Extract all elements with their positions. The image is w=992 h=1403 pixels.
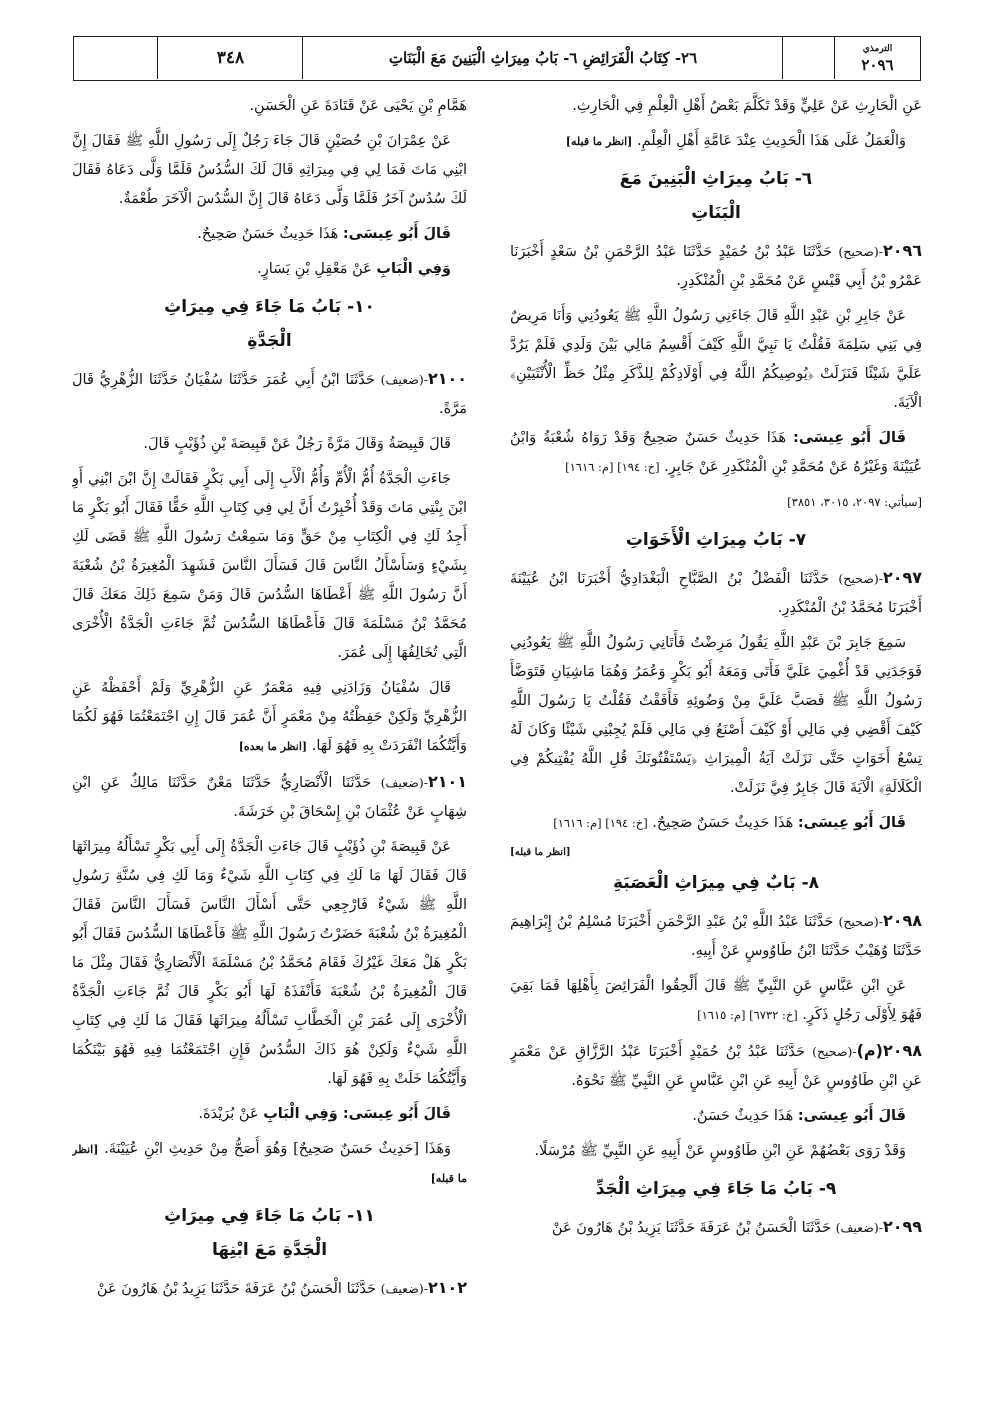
hadith-commentary [72, 220, 467, 249]
hadith-isnad [72, 767, 467, 827]
chapter-heading [510, 866, 922, 900]
chapter-title-line: ٦- بَابُ مِيرَاثِ الْبَنِينَ مَعَ [619, 169, 813, 189]
author-remark-label: قَالَ أَبُو عِيسَى: [793, 430, 906, 446]
isnad-text: حَدَّثَنَا الْحَسَنُ بْنُ عَرَفَةَ حَدَّثَنَا يَزِيدُ بْنُ هَارُونَ عَنْ [96, 1281, 376, 1297]
paragraph: عَنِ الْحَارِثِ عَنْ عَلِيٍّ وَقَدْ تَكَلَّمَ بَعْضُ أَهْلِ الْعِلْمِ فِي الْحَارِثِ. [572, 98, 922, 114]
isnad-text: حَدَّثَنَا الْحَسَنُ بْنُ عَرَفَةَ حَدَّثَنَا يَزِيدُ بْنُ هَارُونَ عَنْ [551, 1220, 831, 1236]
hadith-isnad [510, 906, 922, 966]
hadith-text: جَاءَتِ الْجَدَّةُ أُمُّ الْأُمِّ وَأُمُّ الْأَبِ إِلَى أَبِي بَكْرٍ فَقَالَتْ إِنَّ ابْنَ ابْنِي أَوِ ابْنَ بِنْتِي مَاتَ وَقَدْ أُخْبِرْتُ أَنَّ لِي فِي كِتَابِ اللَّهِ حَقًّا فَقَالَ أَبُو بَكْرٍ مَا أَجِدُ لَكِ فِي الْكِتَابِ مِنْ حَقٍّ وَمَا سَمِعْتُ رَسُولَ اللَّهِ ﷺ قَضَى لَكِ بِشَيْءٍ وَسَأَسْأَلُ النَّاسَ قَالَ فَسَأَلَ النَّاسَ فَشَهِدَ الْمُغِيرَةُ بْنُ شُعْبَةَ أَنَّ رَسُولَ اللَّهِ ﷺ أَعْطَاهَا السُّدُسَ قَالَ وَمَنْ سَمِعَ ذَلِكَ مَعَكَ قَالَ مُحَمَّدُ بْنُ مَسْلَمَةَ قَالَ فَأَعْطَاهَا السُّدُسَ ثُمَّ جَاءَتِ الْجَدَّةُ الْأُخْرَى الَّتِي تُخَالِفُهَا إِلَى عُمَرَ. [72, 471, 467, 661]
paragraph-text: وَالْعَمَلُ عَلَى هَذَا الْحَدِيثِ عِنْدَ عَامَّةِ أَهْلِ الْعِلْمِ. [637, 133, 906, 149]
header-divider [157, 37, 158, 79]
cross-reference: [خ: ١٩٤] [م: ١٦١٦] [565, 460, 660, 474]
book-tag-label: الترمذي [862, 44, 893, 54]
hadith-grade: -(صحيح) [838, 571, 883, 586]
hadith-number: ٢٠٩٨(م) [856, 1041, 922, 1060]
cross-reference: [انظر ما قبله] [565, 135, 633, 148]
hadith-number: ٢٠٩٩ [882, 1217, 922, 1236]
cross-reference: [انظر ما قبله] [510, 847, 571, 858]
chapter-heading [510, 162, 922, 230]
chapter-heading [510, 523, 922, 557]
chapter-title-line: ٨- بَابٌ فِي مِيرَاثِ الْعَصَبَةِ [612, 873, 820, 893]
paragraph: وَقَدْ رَوَى بَعْضُهُمْ عَنِ ابْنِ طَاوُوسٍ عَنْ أَبِيهِ عَنِ النَّبِيِّ ﷺ مُرْسَلًا. [534, 1143, 906, 1159]
hadith-commentary [72, 255, 467, 284]
hadith-grade: -(صحيح) [838, 244, 883, 259]
chapter-heading [72, 1199, 467, 1267]
hadith-text: عَنْ جَابِرِ بْنِ عَبْدِ اللَّهِ قَالَ جَاءَنِي رَسُولُ اللَّهِ ﷺ يَعُودُنِي وَأَنَا مَرِيضٌ فِي بَنِي سَلِمَةَ فَقُلْتُ يَا نَبِيَّ اللَّهِ كَيْفَ أَقْسِمُ مَالِي بَيْنَ وَلَدِي فَلَمْ يَرُدَّ عَلَيَّ شَيْئًا فَنَزَلَتْ ﴿يُوصِيكُمُ اللَّهُ فِي أَوْلَادِكُمْ لِلذَّكَرِ مِثْلُ حَظِّ الْأُنْثَيَيْنِ﴾ الْآيَةَ. [510, 308, 922, 411]
hadith-isnad [510, 1036, 922, 1096]
hadith-isnad [510, 236, 922, 296]
header-divider [834, 37, 835, 79]
chapter-heading [510, 1172, 922, 1206]
hadith-number: ٢٠٩٧ [882, 568, 922, 587]
commentary-text: هَذَا حَدِيثٌ حَسَنٌ. [692, 1108, 794, 1124]
cross-reference: [انظر ما بعده] [238, 740, 308, 753]
paragraph: هَمَّامِ بْنِ يَحْيَى عَنْ قَتَادَةَ عَنِ الْحَسَنِ. [249, 98, 467, 114]
hadith-isnad [72, 364, 467, 424]
cross-reference: [خ: ١٩٤] [م: ١٦١٦] [553, 816, 648, 830]
book-tag [835, 37, 920, 79]
right-column [510, 92, 922, 1392]
isnad-text: حَدَّثَنَا الْفَضْلُ بْنُ الصَّبَّاحِ الْبَغْدَادِيُّ أَخْبَرَنَا ابْنُ عُيَيْنَةَ أَخْبَرَنَا مُحَمَّدُ بْنُ الْمُنْكَدِرِ. [510, 571, 922, 616]
isnad-text: حَدَّثَنَا ابْنُ أَبِي عُمَرَ حَدَّثَنَا سُفْيَانُ حَدَّثَنَا الزُّهْرِيُّ قَالَ مَرَّةً. [72, 372, 467, 417]
hadith-isnad [510, 1212, 922, 1243]
commentary-text: عَنْ مَعْقِلِ بْنِ يَسَارٍ. [257, 261, 372, 277]
header-title: ٢٦- كِتَابُ الْفَرَائِضِ ٦- بَابُ مِيرَاثِ الْبَنِينَ مَعَ الْبَنَاتِ [388, 49, 698, 67]
chapter-title-line: ٧- بَابُ مِيرَاثِ الْأَخَوَاتِ [625, 530, 807, 550]
cross-reference: [انظر ما قبله] [72, 1143, 467, 1185]
chapter-title-line: ٩- بَابُ مَا جَاءَ فِي مِيرَاثِ الْجَدِّ [595, 1179, 837, 1199]
hadith-grade: -(ضعيف) [835, 1220, 883, 1235]
hadith-commentary [510, 424, 922, 482]
chapter-heading [72, 290, 467, 358]
left-column [72, 92, 467, 1392]
hadith-grade: -(ضعيف) [380, 372, 428, 387]
author-remark-label: قَالَ أَبُو عِيسَى: [797, 1108, 906, 1124]
hadith-grade: -(ضعيف) [380, 775, 428, 790]
chapter-title-line: الْجَدَّةِ مَعَ ابْنِهَا [211, 1240, 328, 1260]
hadith-number: ٢٠٩٦ [882, 241, 922, 260]
chapter-title-line: الْبَنَاتِ [691, 203, 741, 223]
hadith-grade: -(صحيح) [838, 914, 883, 929]
author-remark-label: قَالَ أَبُو عِيسَى: وَفِي الْبَابِ [263, 1106, 451, 1122]
paragraph: قَالَ قَبِيصَةُ وَقَالَ مَرَّةً رَجُلٌ عَنْ قَبِيصَةَ بْنِ ذُؤَيْبٍ قَالَ. [143, 436, 451, 452]
author-remark-label: قَالَ أَبُو عِيسَى: [797, 815, 906, 831]
hadith-body: عَنِ ابْنِ عَبَّاسٍ عَنِ النَّبِيِّ ﷺ قَالَ أَلْحِقُوا الْفَرَائِضَ بِأَهْلِهَا فَمَا بَقِيَ فَهُوَ لِأَوْلَى رَجُلٍ ذَكَرٍ. [510, 978, 922, 1023]
hadith-commentary [510, 1102, 922, 1131]
hadith-number: ٢١٠٢ [427, 1278, 467, 1297]
isnad-text: حَدَّثَنَا عَبْدُ بْنُ حُمَيْدٍ حَدَّثَنَا عَبْدُ الرَّحْمَنِ بْنُ سَعْدٍ أَخْبَرَنَا عَمْرُو بْنُ أَبِي قَيْسٍ عَنْ مُحَمَّدِ بْنِ الْمُنْكَدِرِ. [510, 244, 922, 289]
paragraph [510, 127, 922, 156]
author-remark-label: وَفِي الْبَابِ [376, 261, 451, 277]
hadith-grade: -(صحيح) [812, 1044, 857, 1059]
cross-reference: [خ: ٦٧٣٢] [م: ١٦١٥] [697, 1008, 798, 1022]
commentary-text: هَذَا حَدِيثٌ حَسَنٌ صَحِيحٌ. [652, 815, 794, 831]
hadith-text: عَنْ عِمْرَانَ بْنِ حُصَيْنٍ قَالَ جَاءَ رَجُلٌ إِلَى رَسُولِ اللَّهِ ﷺ فَقَالَ إِنَّ ابْنِي مَاتَ فَمَا لِي فِي مِيرَاثِهِ قَالَ لَكَ السُّدُسُ فَلَمَّا وَلَّى دَعَاهُ فَقَالَ لَكَ سُدُسٌ آخَرُ فَلَمَّا وَلَّى دَعَاهُ قَالَ إِنَّ السُّدُسَ الْآخَرَ طُعْمَةٌ. [72, 133, 467, 207]
commentary-text: هَذَا حَدِيثٌ حَسَنٌ صَحِيحٌ وَقَدْ رَوَاهُ شُعْبَةُ وَابْنُ عُيَيْنَةَ وَغَيْرُهُ عَنْ مُحَمَّدِ بْنِ الْمُنْكَدِرِ عَنْ جَابِرٍ. [510, 430, 922, 475]
page-number: ٣٤٨ [216, 48, 245, 68]
cross-reference: [سيأتي: ٢٠٩٧، ٣٠١٥، ٣٨٥١] [787, 495, 922, 509]
hadith-grade: -(ضعيف) [380, 1281, 428, 1296]
chapter-title-line: ١٠- بَابُ مَا جَاءَ فِي مِيرَاثِ [164, 297, 375, 317]
hadith-number: ٢٠٩٨ [882, 911, 922, 930]
hadith-text: عَنْ قَبِيصَةَ بْنِ ذُؤَيْبٍ قَالَ جَاءَتِ الْجَدَّةُ إِلَى أَبِي بَكْرٍ تَسْأَلُهُ مِيرَاثَهَا قَالَ فَقَالَ لَهَا مَا لَكِ فِي كِتَابِ اللَّهِ شَيْءٌ وَمَا لَكِ فِي سُنَّةِ رَسُولِ اللَّهِ ﷺ شَيْءٌ فَارْجِعِي حَتَّى أَسْأَلَ النَّاسَ فَسَأَلَ النَّاسَ فَقَالَ الْمُغِيرَةُ بْنُ شُعْبَةَ حَضَرْتُ رَسُولَ اللَّهِ ﷺ فَأَعْطَاهَا السُّدُسَ فَقَالَ أَبُو بَكْرٍ هَلْ مَعَكَ غَيْرُكَ فَقَامَ مُحَمَّدُ بْنُ مَسْلَمَةَ الْأَنْصَارِيُّ فَقَالَ مِثْلَ مَا قَالَ الْمُغِيرَةُ بْنُ شُعْبَةَ فَأَنْفَذَهُ لَهَا أَبُو بَكْرٍ قَالَ ثُمَّ جَاءَتِ الْجَدَّةُ الْأُخْرَى إِلَى عُمَرَ بْنِ الْخَطَّابِ تَسْأَلُهُ مِيرَاثَهَا فَقَالَ مَا لَكِ فِي كِتَابِ اللَّهِ شَيْءٌ وَلَكِنْ هُوَ ذَاكَ السُّدُسُ فَإِنِ اجْتَمَعْتُمَا فِيهِ فَهُوَ بَيْنَكُمَا وَأَيَّتُكُمَا خَلَتْ بِهِ فَهُوَ لَهَا. [72, 839, 467, 1087]
page-header [73, 36, 921, 81]
paragraph [72, 674, 467, 761]
chapter-title-line: ١١- بَابُ مَا جَاءَ فِي مِيرَاثِ [164, 1206, 375, 1226]
hadith-text [510, 972, 922, 1030]
isnad-text: حَدَّثَنَا الْأَنْصَارِيُّ حَدَّثَنَا مَعْنٌ حَدَّثَنَا مَالِكٌ عَنِ ابْنِ شِهَابٍ عَنْ عُثْمَانَ بْنِ إِسْحَاقَ بْنِ خَرَشَةَ. [72, 775, 467, 820]
hadith-commentary [510, 809, 922, 838]
commentary-text: عَنْ بُرَيْدَةَ. [198, 1106, 259, 1122]
hadith-isnad [72, 1273, 467, 1304]
isnad-text: حَدَّثَنَا عَبْدُ اللَّهِ بْنُ عَبْدِ الرَّحْمَنِ أَخْبَرَنَا مُسْلِمُ بْنُ إِبْرَاهِيمَ حَدَّثَنَا وُهَيْبٌ حَدَّثَنَا ابْنُ طَاوُوسٍ عَنْ أَبِيهِ. [510, 914, 922, 959]
hadith-text: سَمِعَ جَابِرَ بْنَ عَبْدِ اللَّهِ يَقُولُ مَرِضْتُ فَأَتَانِي رَسُولُ اللَّهِ ﷺ يَعُودُنِي فَوَجَدَنِي قَدْ أُغْمِيَ عَلَيَّ فَأَتَى وَمَعَهُ أَبُو بَكْرٍ وَعُمَرُ وَهُمَا مَاشِيَانِ فَتَوَضَّأَ رَسُولُ اللَّهِ ﷺ فَصَبَّ عَلَيَّ مِنْ وَضُوئِهِ فَأَفَقْتُ فَقُلْتُ يَا رَسُولَ اللَّهِ كَيْفَ أَقْضِي فِي مَالِي أَوْ كَيْفَ أَصْنَعُ فِي مَالِي فَلَمْ يُجِبْنِي شَيْئًا وَكَانَ لَهُ تِسْعُ أَخَوَاتٍ حَتَّى نَزَلَتْ آيَةُ الْمِيرَاثِ ﴿يَسْتَفْتُونَكَ قُلِ اللَّهُ يُفْتِيكُمْ فِي الْكَلَالَةِ﴾ الْآيَةَ قَالَ جَابِرٌ فِيَّ نَزَلَتْ. [510, 635, 922, 796]
book-tag-number: ٢٠٩٦ [861, 56, 894, 74]
paragraph-text: وَهَذَا [حَدِيثٌ حَسَنٌ صَحِيحٌ] وَهُوَ أَصَحُّ مِنْ حَدِيثِ ابْنِ عُيَيْنَةَ. [104, 1141, 451, 1157]
commentary-text: هَذَا حَدِيثٌ حَسَنٌ صَحِيحٌ. [197, 226, 339, 242]
hadith-number: ٢١٠١ [427, 772, 467, 791]
isnad-text: حَدَّثَنَا عَبْدُ بْنُ حُمَيْدٍ أَخْبَرَنَا عَبْدُ الرَّزَّاقِ عَنْ مَعْمَرٍ عَنِ ابْنِ طَاوُوسٍ عَنْ أَبِيهِ عَنِ ابْنِ عَبَّاسٍ عَنِ النَّبِيِّ ﷺ نَحْوَهُ. [510, 1044, 922, 1089]
paragraph-text: قَالَ سُفْيَانُ وَزَادَنِي فِيهِ مَعْمَرٌ عَنِ الزُّهْرِيِّ وَلَمْ أَحْفَظْهُ عَنِ الزُّهْرِيِّ وَلَكِنْ حَفِظْتُهُ مِنْ مَعْمَرٍ أَنَّ عُمَرَ قَالَ إِنِ اجْتَمَعْتُمَا فَهُوَ لَكُمَا وَأَيَّتُكُمَا انْفَرَدَتْ بِهِ فَهُوَ لَهَا. [72, 680, 467, 754]
chapter-title-line: الْجَدَّةِ [247, 331, 292, 351]
hadith-commentary [72, 1100, 467, 1129]
author-remark-label: قَالَ أَبُو عِيسَى: [342, 226, 451, 242]
paragraph [72, 1135, 467, 1193]
hadith-isnad [510, 563, 922, 623]
hadith-number: ٢١٠٠ [427, 369, 467, 388]
